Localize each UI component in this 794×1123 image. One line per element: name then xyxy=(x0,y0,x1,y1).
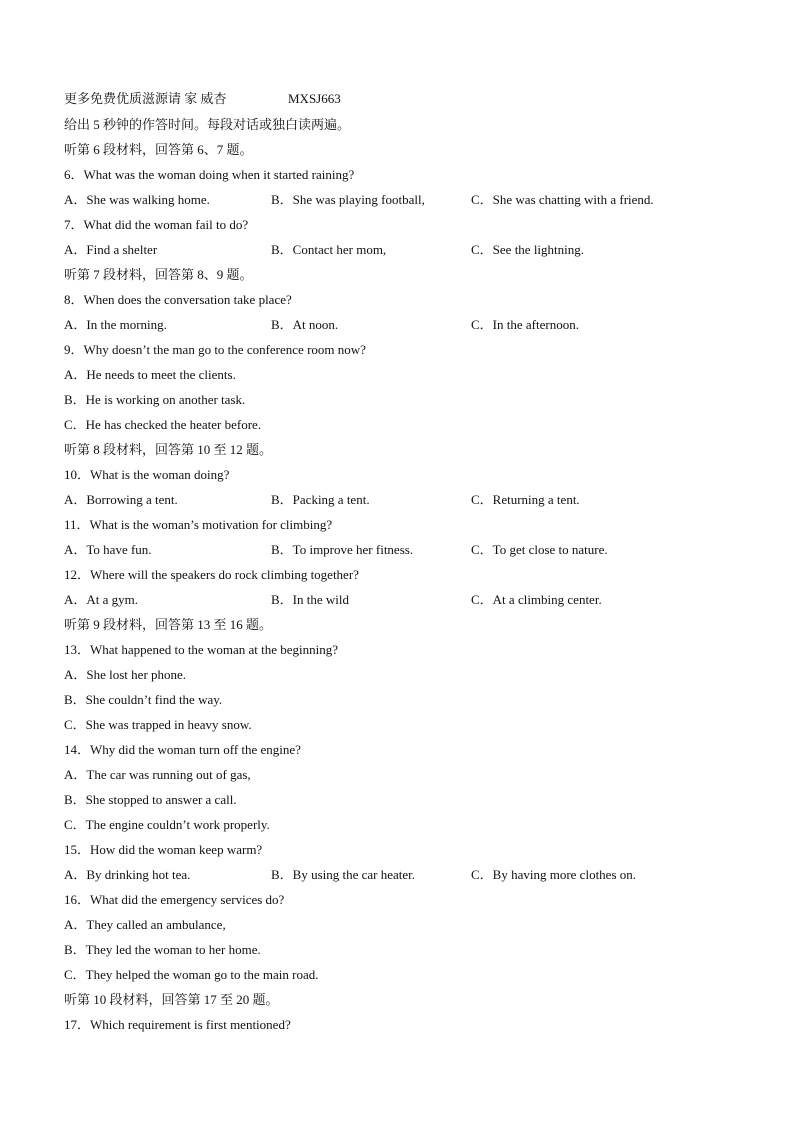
text-line: B．He is working on another task. xyxy=(64,392,246,407)
option-c: C．By having more clothes on. xyxy=(471,867,637,882)
option-row xyxy=(64,237,744,262)
header-left-text: 更多免费优质滋源请 家 威杏 xyxy=(64,91,227,106)
option-b: B．Contact her mom, xyxy=(271,242,387,257)
option-c: C．See the lightning. xyxy=(471,242,585,257)
option-b: B．She was playing football, xyxy=(271,192,425,207)
option-c: C．In the afternoon. xyxy=(471,317,579,332)
text-line: A．She lost her phone. xyxy=(64,667,187,682)
option-a: A．At a gym. xyxy=(64,592,139,607)
text-line: B．They led the woman to her home. xyxy=(64,942,261,957)
text-line: 8．When does the conversation take place? xyxy=(64,292,292,307)
option-b: B．To improve her fitness. xyxy=(271,542,414,557)
text-line: 听第 9 段材料，回答第 13 至 16 题。 xyxy=(64,617,273,632)
option-a: A．By drinking hot tea. xyxy=(64,867,191,882)
text-line: C．The engine couldn’t work properly. xyxy=(64,817,270,832)
option-b: B．Packing a tent. xyxy=(271,492,370,507)
text-line: 14．Why did the woman turn off the engine? xyxy=(64,742,301,757)
option-b: B．In the wild xyxy=(271,592,349,607)
header-right-text: MXSJ663 xyxy=(288,91,341,106)
option-c: C．Returning a tent. xyxy=(471,492,580,507)
text-line: 11．What is the woman’s motivation for climbing? xyxy=(64,517,333,532)
text-line: A．He needs to meet the clients. xyxy=(64,367,236,382)
text-line: B．She couldn’t find the way. xyxy=(64,692,223,707)
text-line: A．The car was running out of gas, xyxy=(64,767,251,782)
text-line: C．She was trapped in heavy snow. xyxy=(64,717,252,732)
text-line: 10．What is the woman doing? xyxy=(64,467,230,482)
option-a: A．To have fun. xyxy=(64,542,152,557)
option-c: C．At a climbing center. xyxy=(471,592,602,607)
text-line: 17．Which requirement is first mentioned? xyxy=(64,1017,291,1032)
text-line: 12．Where will the speakers do rock climbing together? xyxy=(64,567,359,582)
text-line: 15．How did the woman keep warm? xyxy=(64,842,263,857)
option-row xyxy=(64,487,744,512)
option-a: A．She was walking home. xyxy=(64,192,210,207)
text-line: 13．What happened to the woman at the beginning? xyxy=(64,642,339,657)
text-line: A．They called an ambulance, xyxy=(64,917,226,932)
option-row xyxy=(64,187,744,212)
option-a: A．In the morning. xyxy=(64,317,167,332)
option-b: B．At noon. xyxy=(271,317,339,332)
option-c: C．She was chatting with a friend. xyxy=(471,192,654,207)
option-b: B．By using the car heater. xyxy=(271,867,416,882)
text-line: 6．What was the woman doing when it started raining? xyxy=(64,167,355,182)
page-header xyxy=(64,86,744,111)
text-line: C．He has checked the heater before. xyxy=(64,417,262,432)
text-line: 9．Why doesn’t the man go to the conference room now? xyxy=(64,342,366,357)
text-line: 7．What did the woman fail to do? xyxy=(64,217,249,232)
option-row xyxy=(64,537,744,562)
option-row xyxy=(64,862,744,887)
option-a: A．Borrowing a tent. xyxy=(64,492,178,507)
text-line: B．She stopped to answer a call. xyxy=(64,792,237,807)
option-a: A．Find a shelter xyxy=(64,242,158,257)
option-c: C．To get close to nature. xyxy=(471,542,608,557)
text-line: 听第 6 段材料，回答第 6、7 题。 xyxy=(64,142,253,157)
text-line: 听第 8 段材料，回答第 10 至 12 题。 xyxy=(64,442,273,457)
option-row xyxy=(64,312,744,337)
option-row xyxy=(64,587,744,612)
text-line: 给出 5 秒钟的作答时间。每段对话或独白读两遍。 xyxy=(64,117,351,132)
text-line: 听第 10 段材料，回答第 17 至 20 题。 xyxy=(64,992,279,1007)
text-line: 16．What did the emergency services do? xyxy=(64,892,285,907)
text-line: 听第 7 段材料，回答第 8、9 题。 xyxy=(64,267,253,282)
text-line: C．They helped the woman go to the main road. xyxy=(64,967,319,982)
